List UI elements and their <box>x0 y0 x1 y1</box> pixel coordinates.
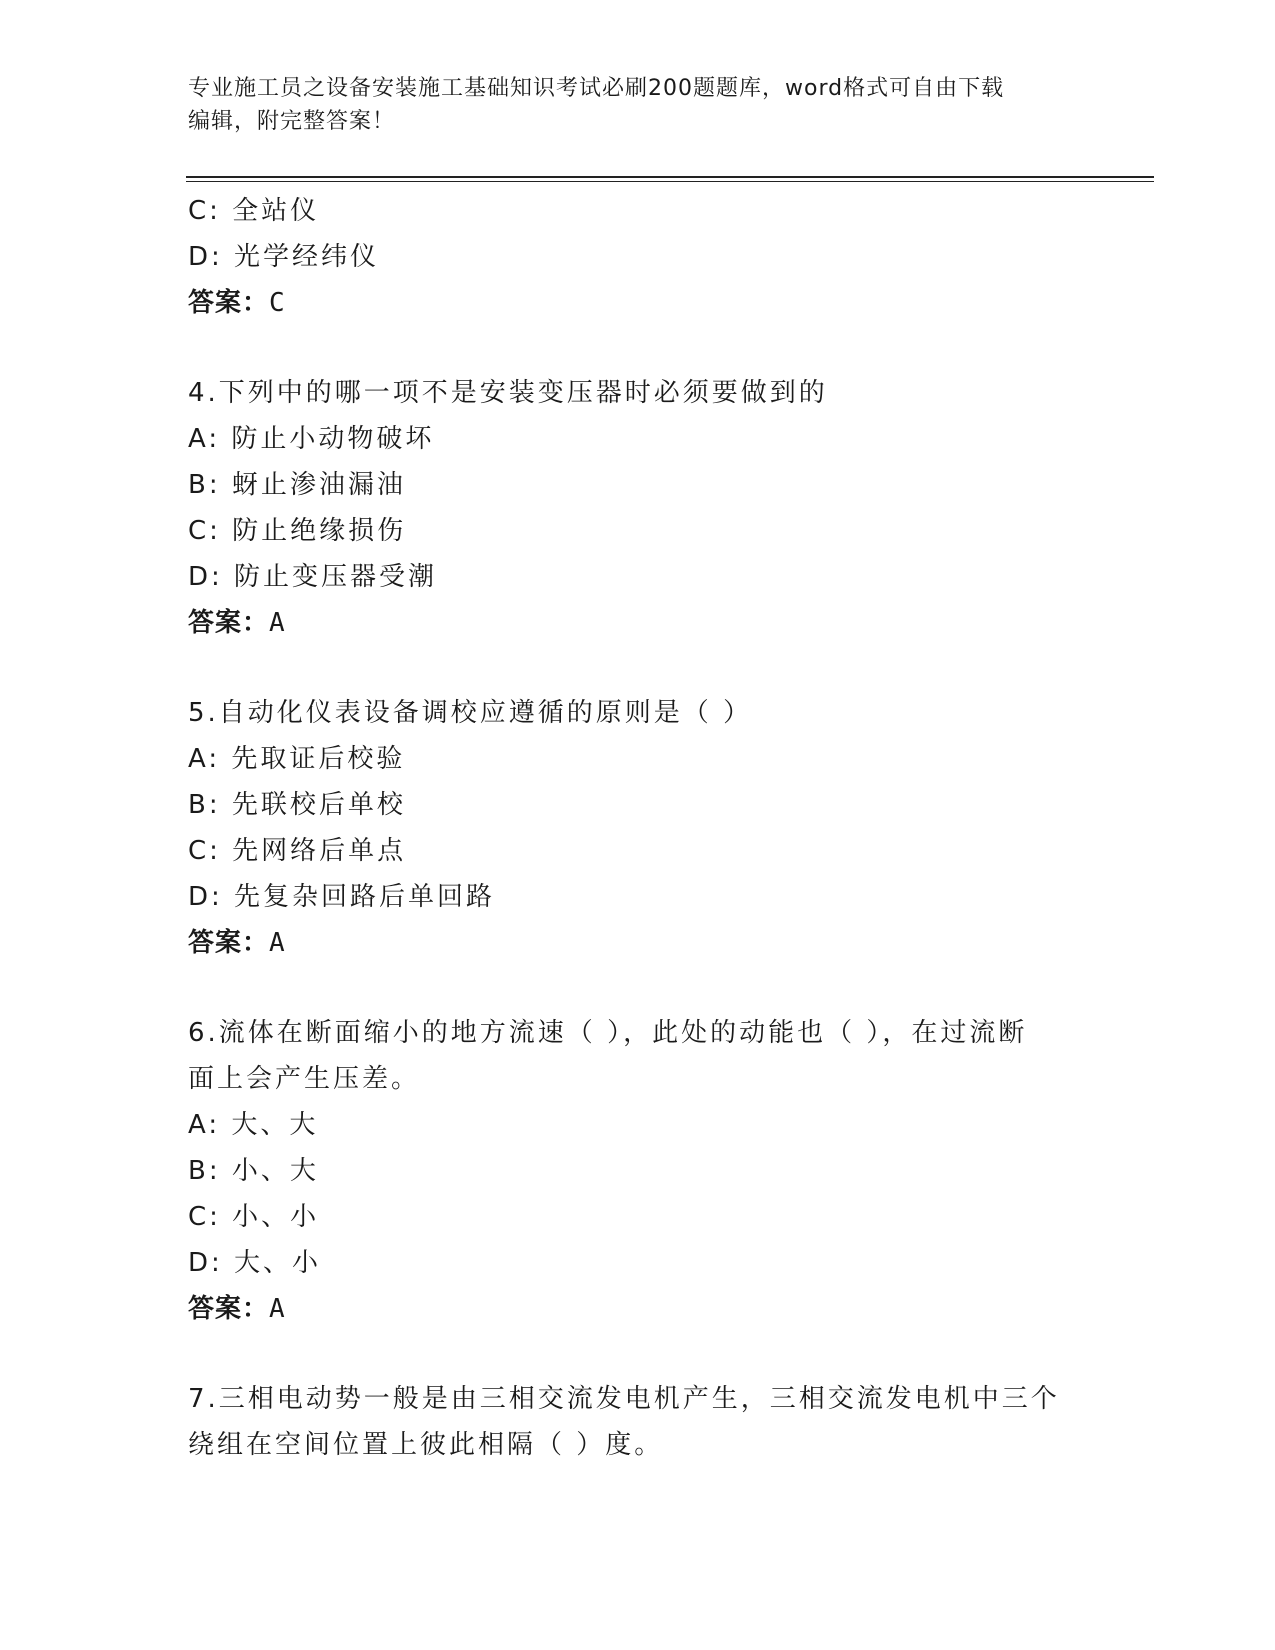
option-a: A: 大、大 <box>188 1110 319 1140</box>
question-5 <box>188 690 1108 966</box>
answer-value: C <box>269 288 286 318</box>
question-stem-line-2: 绕组在空间位置上彼此相隔（ ）度。 <box>188 1430 664 1460</box>
option-c: C: 全站仪 <box>188 196 320 226</box>
answer-label: 答案： <box>188 1294 270 1324</box>
header-divider-thick <box>186 176 1154 178</box>
option-d: D: 光学经纬仪 <box>188 242 380 272</box>
option-d: D: 先复杂回路后单回路 <box>188 882 496 912</box>
answer-value: A <box>269 1294 286 1324</box>
question-stem: 5.自动化仪表设备调校应遵循的原则是（ ） <box>188 698 753 728</box>
answer-line <box>188 1286 1108 1332</box>
answer-label: 答案： <box>188 288 270 318</box>
option-c: C: 小、小 <box>188 1202 320 1232</box>
header-line-1: 专业施工员之设备安装施工基础知识考试必刷200题题库，word格式可自由下载 <box>188 76 1005 101</box>
question-7 <box>188 1376 1108 1468</box>
question-stem-line-1: 6.流体在断面缩小的地方流速（ ），此处的动能也（ ），在过流断 <box>188 1018 1028 1048</box>
question-6 <box>188 1010 1108 1332</box>
question-3-tail <box>188 188 1108 326</box>
question-stem-line-1: 7.三相电动势一般是由三相交流发电机产生，三相交流发电机中三个 <box>188 1384 1060 1414</box>
answer-label: 答案： <box>188 608 270 638</box>
answer-line <box>188 600 1108 646</box>
question-stem-line-2: 面上会产生压差。 <box>188 1064 421 1094</box>
option-d: D: 大、小 <box>188 1248 322 1278</box>
option-d: D: 防止变压器受潮 <box>188 562 438 592</box>
question-stem: 4.下列中的哪一项不是安装变压器时必须要做到的 <box>188 378 828 408</box>
header-line-2: 编辑，附完整答案！ <box>188 109 396 134</box>
option-c: C: 防止绝缘损伤 <box>188 516 407 546</box>
option-a: A: 先取证后校验 <box>188 744 406 774</box>
answer-line <box>188 280 1108 326</box>
option-b: B: 先联校后单校 <box>188 790 406 820</box>
question-4 <box>188 370 1108 646</box>
document-header <box>188 72 1068 138</box>
header-divider-thin <box>186 181 1154 182</box>
option-c: C: 先网络后单点 <box>188 836 407 866</box>
question-list <box>188 188 1108 1468</box>
option-b: B: 小、大 <box>188 1156 319 1186</box>
answer-line <box>188 920 1108 966</box>
option-a: A: 防止小动物破坏 <box>188 424 435 454</box>
answer-value: A <box>269 608 286 638</box>
option-b: B: 蚜止渗油漏油 <box>188 470 406 500</box>
answer-label: 答案： <box>188 928 270 958</box>
answer-value: A <box>269 928 286 958</box>
